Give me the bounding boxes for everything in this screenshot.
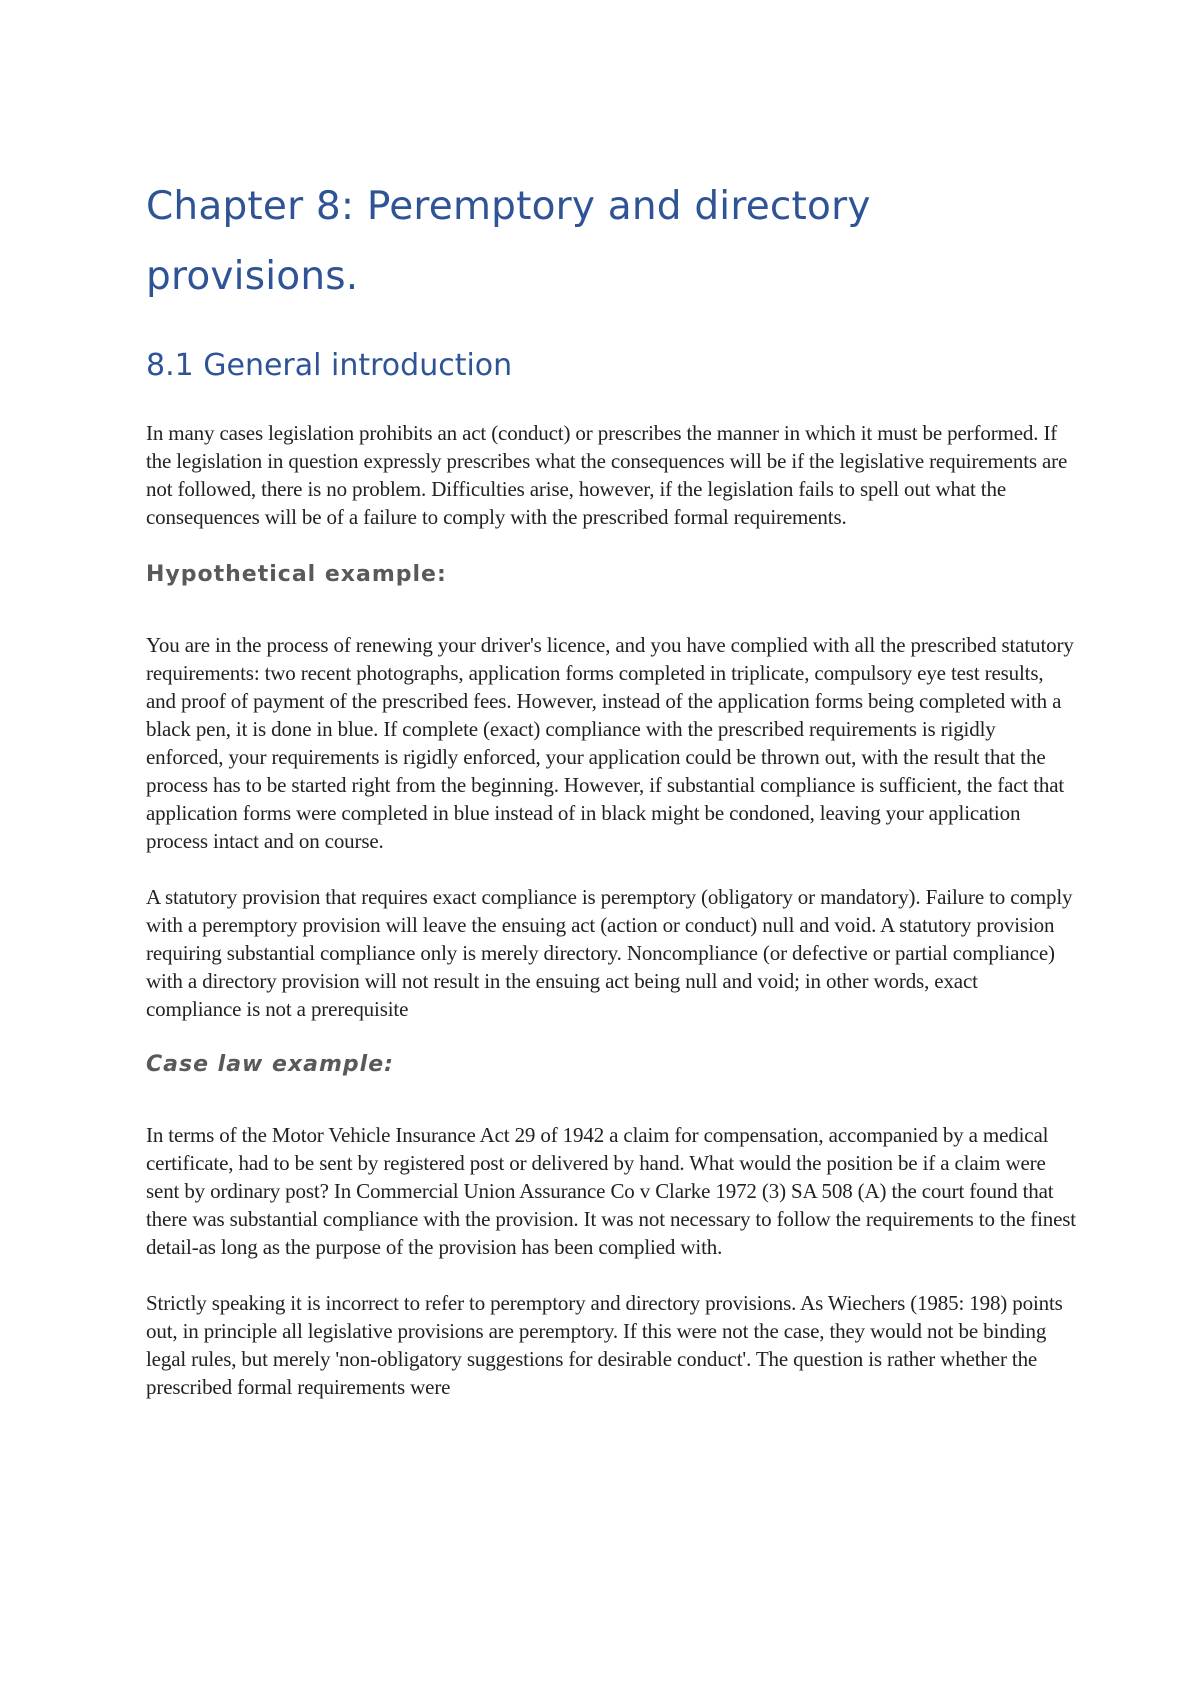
paragraph-intro: In many cases legislation prohibits an act (conduct) or prescribes the manner in which it must be performed. If the legislation in question expressly prescribes what the consequences will be if the legislative requirements are not followed, there is no problem. Difficulties arise, however, if the legislation fails to spell out what the consequences will be of a failure to comply with the prescribed formal requirements. bbox=[146, 421, 1068, 529]
hypothetical-heading: Hypothetical example: bbox=[146, 562, 447, 587]
paragraph-definition: A statutory provision that requires exact compliance is peremptory (obligatory or mandatory). Failure to comply with a peremptory provision will leave the ensuing act (action or conduct) null and void. A statutory provision requiring substantial compliance only is merely directory. Noncompliance (or defective or partial compliance) with a directory provision will not result in the ensuing act being null and void; in other words, exact compliance is not a prerequisite bbox=[146, 885, 1073, 1021]
paragraph-hypothetical: You are in the process of renewing your driver's licence, and you have complied with all the prescribed statutory requirements: two recent photographs, application forms completed in triplicate, compulsory eye test results, and proof of payment of the prescribed fees. However, instead of the application forms being completed with a black pen, it is done in blue. If complete (exact) compliance with the prescribed requirements is rigidly enforced, your requirements is rigidly enforced, your application could be thrown out, with the result that the process has to be started right from the beginning. However, if substantial compliance is sufficient, the fact that application forms were completed in blue instead of in black might be condoned, leaving your application process intact and on course. bbox=[146, 633, 1074, 853]
paragraph-strictly-speaking: Strictly speaking it is incorrect to refer to peremptory and directory provisions. As Wiechers (1985: 198) points out, in principle all legislative provisions are peremptory. If this were not the case, they would not be binding legal rules, but merely 'non-obligatory suggestions for desirable conduct'. The question is rather whether the prescribed formal requirements were bbox=[146, 1291, 1063, 1399]
document-content bbox=[146, 172, 1076, 1401]
section-title: 8.1 General introduction bbox=[146, 348, 513, 383]
case-law-heading: Case law example: bbox=[146, 1052, 394, 1077]
chapter-title: Chapter 8: Peremptory and directory provisions. bbox=[146, 184, 871, 299]
paragraph-case-law: In terms of the Motor Vehicle Insurance Act 29 of 1942 a claim for compensation, accompanied by a medical certificate, had to be sent by registered post or delivered by hand. What would the position be if a claim were sent by ordinary post? In Commercial Union Assurance Co v Clarke 1972 (3) SA 508 (A) the court found that there was substantial compliance with the provision. It was not necessary to follow the requirements to the finest detail-as long as the purpose of the provision has been complied with. bbox=[146, 1123, 1076, 1259]
